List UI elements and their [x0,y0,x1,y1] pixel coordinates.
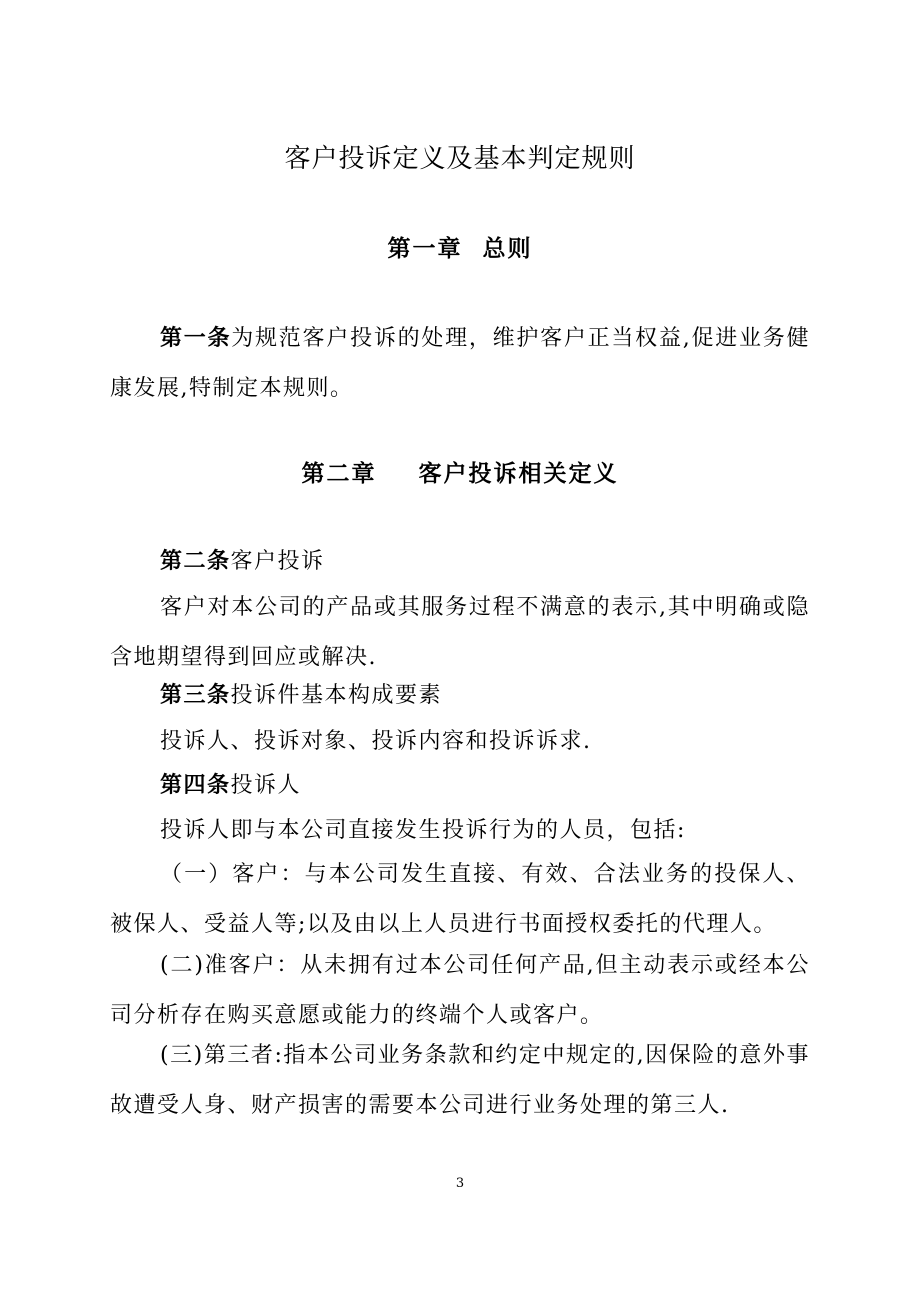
article-3-heading-text: 投诉件基本构成要素 [230,683,443,708]
article-4-item-1: （一）客户：与本公司发生直接、有效、合法业务的投保人、被保人、受益人等;以及由以上人员进行书面授权委托的代理人。 [110,862,810,937]
article-4-label: 第四条 [160,772,231,798]
article-4-item-2: (二)准客户：从未拥有过本公司任何产品,但主动表示或经本公司分析存在购买意愿或能力的终端个人或客户。 [110,953,810,1028]
chapter-2-title: 客户投诉相关定义 [418,460,619,487]
article-1-label: 第一条 [160,325,232,351]
article-3-label: 第三条 [160,682,231,708]
article-1-text: 为规范客户投诉的处理，维护客户正当权益,促进业务健康发展,特制定本规则。 [110,326,810,401]
article-4-intro: 投诉人即与本公司直接发生投诉行为的人员，包括: [160,818,686,843]
article-2-label: 第二条 [160,548,231,574]
chapter-1-heading: 第一章 总则 [387,235,533,262]
article-4-item-3: (三)第三者:指本公司业务条款和约定中规定的,因保险的意外事故遭受人身、财产损害的需要本公司进行业务处理的第三人. [110,1043,810,1118]
article-2-text: 客户对本公司的产品或其服务过程不满意的表示,其中明确或隐含地期望得到回应或解决. [110,595,810,670]
article-2-heading-text: 客户投诉 [230,549,325,574]
article-4-heading-text: 投诉人 [230,773,302,798]
chapter-2-heading [0,455,920,488]
article-1 [110,313,810,414]
page-number: 3 [455,1176,465,1191]
article-3-heading [110,670,810,721]
article-3-text: 投诉人、投诉对象、投诉内容和投诉诉求. [160,729,592,754]
article-4-heading [110,760,810,811]
document-title: 客户投诉定义及基本判定规则 [284,144,636,174]
chapter-2-label: 第二章 [301,460,377,487]
article-2-heading [110,536,810,587]
